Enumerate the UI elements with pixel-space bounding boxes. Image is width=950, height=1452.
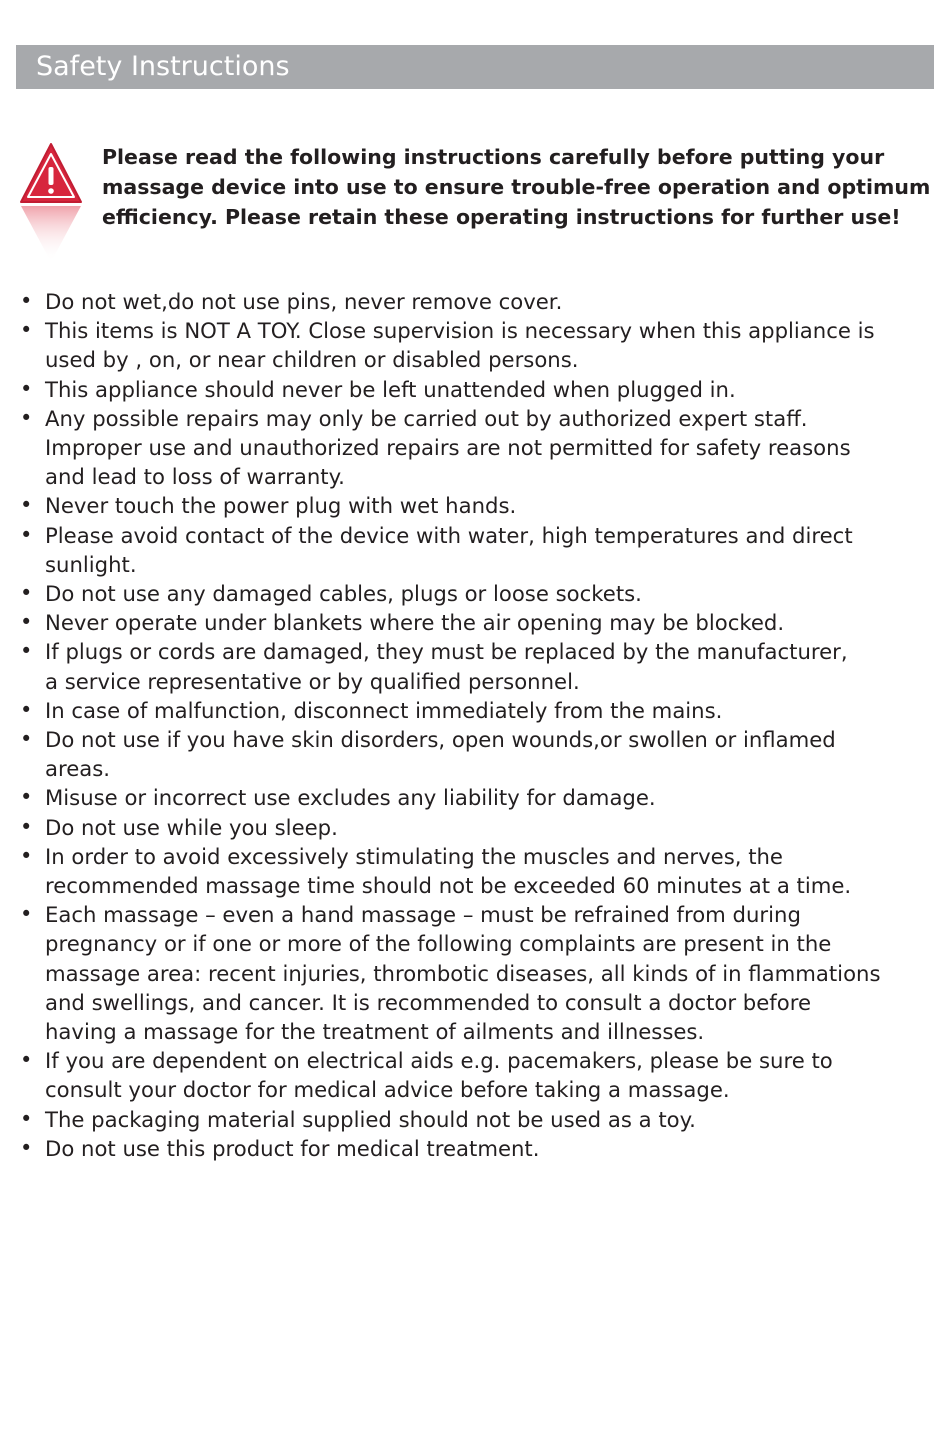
instruction-line: Improper use and unauthorized repairs are not permitted for safety reasons xyxy=(45,435,851,461)
instruction-line: This items is NOT A TOY. Close supervision is necessary when this appliance is xyxy=(45,318,875,344)
instruction-line: and lead to loss of warranty. xyxy=(45,464,345,490)
instruction-line: recommended massage time should not be exceeded 60 minutes at a time. xyxy=(45,873,852,899)
bullet-icon: • xyxy=(20,581,33,606)
safety-instruction-list xyxy=(20,287,945,1163)
instruction-line: This appliance should never be left unattended when plugged in. xyxy=(45,376,736,402)
instruction-item xyxy=(20,783,945,812)
instruction-item xyxy=(20,375,945,404)
instruction-item xyxy=(20,404,945,492)
instruction-line: Do not use this product for medical treatment. xyxy=(45,1135,540,1161)
instruction-line: In order to avoid excessively stimulating the muscles and nerves, the xyxy=(45,843,783,869)
instruction-line: In case of malfunction, disconnect immediately from the mains. xyxy=(45,697,723,723)
section-header-bar xyxy=(16,45,934,89)
warning-line: Please read the following instructions carefully before putting your xyxy=(102,145,885,169)
bullet-icon: • xyxy=(20,289,33,313)
instruction-item xyxy=(20,608,945,637)
warning-line: efficiency. Please retain these operating instructions for further use! xyxy=(102,205,901,229)
instruction-line: Do not use while you sleep. xyxy=(45,814,338,840)
warning-notice xyxy=(18,140,938,270)
instruction-item xyxy=(20,725,945,783)
instruction-line: Do not use if you have skin disorders, open wounds,or swollen or inflamed xyxy=(45,727,836,753)
instruction-item xyxy=(20,900,945,1046)
instruction-item xyxy=(20,316,945,374)
instruction-line: Please avoid contact of the device with water, high temperatures and direct xyxy=(45,522,853,548)
instruction-line: If you are dependent on electrical aids e.g. pacemakers, please be sure to xyxy=(45,1048,833,1074)
bullet-icon: • xyxy=(20,405,33,430)
instruction-item xyxy=(20,491,945,520)
bullet-icon: • xyxy=(20,522,33,547)
instruction-line: areas. xyxy=(45,756,111,782)
instruction-line: and swellings, and cancer. It is recommended to consult a doctor before xyxy=(45,989,811,1015)
instruction-line: consult your doctor for medical advice before taking a massage. xyxy=(45,1077,730,1103)
bullet-icon: • xyxy=(20,697,33,722)
instruction-item xyxy=(20,1046,945,1104)
instruction-item xyxy=(20,842,945,900)
instruction-line: Do not wet,do not use pins, never remove cover. xyxy=(45,289,563,314)
bullet-icon: • xyxy=(20,493,33,518)
instruction-item xyxy=(20,637,945,695)
instruction-line: a service representative or by qualified personnel. xyxy=(45,668,580,694)
bullet-icon: • xyxy=(20,727,33,752)
bullet-icon: • xyxy=(20,814,33,839)
instruction-item xyxy=(20,1105,945,1134)
bullet-icon: • xyxy=(20,376,33,401)
bullet-icon: • xyxy=(20,610,33,635)
instruction-line: pregnancy or if one or more of the following complaints are present in the xyxy=(45,931,832,957)
warning-triangle-icon xyxy=(18,140,84,266)
instruction-item xyxy=(20,696,945,725)
instruction-line: massage area: recent injuries, thrombotic diseases, all kinds of in flammations xyxy=(45,960,881,986)
bullet-icon: • xyxy=(20,902,33,927)
bullet-icon: • xyxy=(20,1048,33,1073)
instruction-line: Never operate under blankets where the air opening may be blocked. xyxy=(45,610,785,636)
instruction-line: sunlight. xyxy=(45,551,137,577)
bullet-icon: • xyxy=(20,785,33,810)
instruction-line: having a massage for the treatment of ailments and illnesses. xyxy=(45,1019,705,1045)
instruction-line: The packaging material supplied should not be used as a toy. xyxy=(45,1106,696,1132)
instruction-item xyxy=(20,287,945,316)
bullet-icon: • xyxy=(20,318,33,343)
instruction-line: Never touch the power plug with wet hands. xyxy=(45,493,517,519)
instruction-line: Any possible repairs may only be carried out by authorized expert staff. xyxy=(45,405,808,431)
instruction-item xyxy=(20,579,945,608)
instruction-item xyxy=(20,1134,945,1163)
instruction-line: Misuse or incorrect use excludes any liability for damage. xyxy=(45,785,656,811)
instruction-item xyxy=(20,813,945,842)
instruction-line: Do not use any damaged cables, plugs or loose sockets. xyxy=(45,581,642,607)
bullet-icon: • xyxy=(20,843,33,868)
instruction-line: used by , on, or near children or disabled persons. xyxy=(45,347,579,373)
warning-line: massage device into use to ensure trouble-free operation and optimum xyxy=(102,175,931,199)
bullet-icon: • xyxy=(20,1106,33,1131)
instruction-item xyxy=(20,521,945,579)
warning-text xyxy=(102,142,950,232)
section-title: Safety Instructions xyxy=(36,51,290,82)
instruction-line: If plugs or cords are damaged, they must be replaced by the manufacturer, xyxy=(45,639,848,665)
bullet-icon: • xyxy=(20,1135,33,1160)
bullet-icon: • xyxy=(20,639,33,664)
instruction-line: Each massage – even a hand massage – must be refrained from during xyxy=(45,902,801,928)
